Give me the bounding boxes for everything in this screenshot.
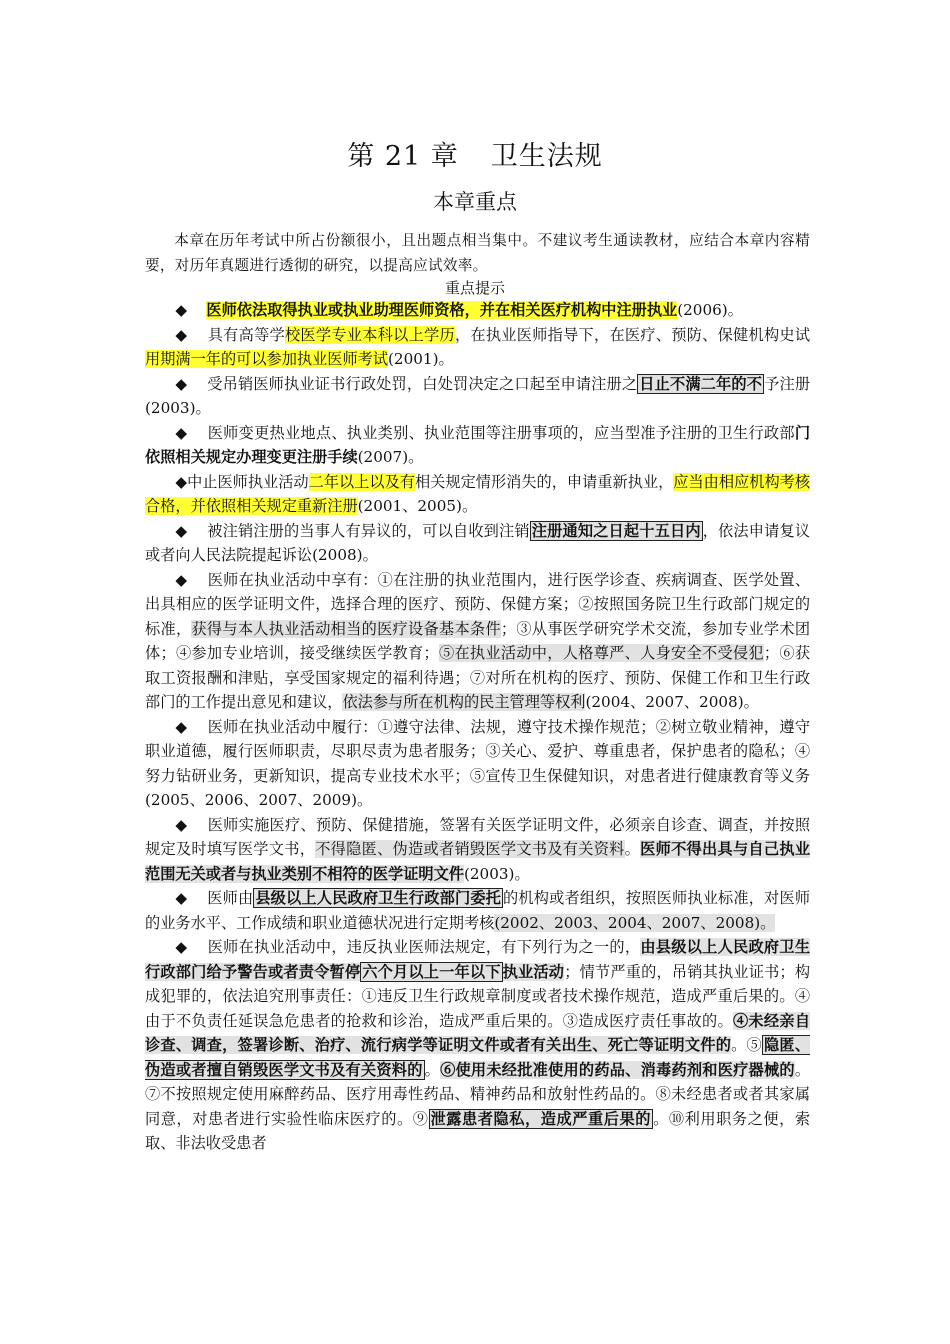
text: 。⑦不按照规定使用麻醉药品、医疗用毒性药品、精神药品和放射性药品的。⑧未经患者或者其家属同意，对患者进行实验性临床医疗的。⑨ xyxy=(145,1060,811,1128)
text: 医师在执业活动中享有：①在注册的执业范围内，进行医学诊查、疾病调查、医学处置、出具相应的医学证明文件，选择合理的医疗、预防、保健方案；②按照国务院卫生行政部门规定的标准， xyxy=(145,570,811,638)
text: (2001)。 xyxy=(388,350,454,368)
diamond-bullet-icon: ◆ xyxy=(175,570,188,589)
highlight: 应当由相应机构考核合格，并依照相关规定重新注册 xyxy=(145,472,811,515)
section-title: 本章重点 xyxy=(433,190,517,214)
point-11 xyxy=(145,935,810,1156)
text: 相关规定情形消失的，申请重新执业， xyxy=(414,472,674,491)
text: (2001、2005)。 xyxy=(357,497,478,515)
highlight: 校医学专业本科以上学历 xyxy=(284,325,455,344)
text: 医师在执业活动中，违反执业医师法规定，有下列行为之一的， xyxy=(207,938,641,956)
diamond-bullet-icon: ◆ xyxy=(175,472,188,491)
text: ；⑥获取工资报酬和津贴，享受国家规定的福利待遇；⑦对所在机构的医疗、预防、保健工作和卫生行政部门的工作提出意见和建议， xyxy=(145,644,811,711)
point-5 xyxy=(145,470,810,519)
point-6 xyxy=(145,519,810,568)
boxed-highlight: 六个月以上一年以下 xyxy=(362,962,501,981)
diamond-bullet-icon: ◆ xyxy=(175,423,188,442)
key-points xyxy=(145,298,810,1156)
chapter-name: 卫生法规 xyxy=(490,141,603,172)
text: ，依法申请复议或者向人民法院提起诉讼(2008)。 xyxy=(145,521,811,564)
chapter-title xyxy=(0,134,950,173)
point-10 xyxy=(145,886,810,935)
text: 医师由 xyxy=(207,889,254,907)
point-3 xyxy=(145,372,810,421)
boxed-highlight: 县级以上人民政府卫生行政部门委托 xyxy=(255,889,502,907)
boxed-highlight: 日止不满二年的不 xyxy=(639,374,763,393)
tips-heading: 重点提示 xyxy=(444,279,505,297)
diamond-bullet-icon: ◆ xyxy=(175,717,188,736)
boxed-highlight: 隐匿、伪造或者擅自销毁医学文书及有关资料的 xyxy=(145,1036,811,1079)
text: 医师在执业活动中履行：①遵守法律、法规，遵守技术操作规范；②树立敬业精神，遵守职业道德，履行医师职责，尽职尽责为患者服务；③关心、爱护、尊重患者，保护患者的隐私；④努力钻研业务，更新知识，提高专业技术水平；⑤宣传卫生保健知识，对患者进行健康教育等义务(2005、2006、2007、2009)。 xyxy=(145,717,811,809)
point-7 xyxy=(145,568,810,715)
highlight: 医师依法取得执业或执业助理医师资格，并在相关医疗机构中注册执业 xyxy=(206,301,678,319)
gray-highlight: (2002、2003、2004、2007、2008)。 xyxy=(494,913,776,932)
intro-paragraph: 本章在历年考试中所占份额很小，且出题点相当集中。不建议考生通读教材，应结合本章内容精要，对历年真题进行透彻的研究，以提高应试效率。 xyxy=(145,232,810,274)
boxed-highlight: 注册通知之日起十五日内 xyxy=(531,521,701,540)
text: 被注销注册的当事人有异议的，可以自收到注销 xyxy=(207,521,530,540)
text: 。 xyxy=(624,840,641,858)
text: (2004、2007、2008)。 xyxy=(585,693,759,711)
text: (2006)。 xyxy=(677,301,743,319)
chapter-number: 第 21 章 xyxy=(347,141,459,172)
bold-highlight: 执业活动 xyxy=(502,962,565,981)
text: (2007)。 xyxy=(357,448,424,466)
text: 。⑩利用职务之便，索取、非法收受患者 xyxy=(145,1109,811,1152)
text: 的机构或者组织，按照医师执业标准，对医师的业务水平、工作成绩和职业道德状况进行定期考核 xyxy=(145,889,811,932)
bold-highlight: ④未经亲自诊查、调查，签署诊断、治疗、流行病学等证明文件或者有关出生、死亡等证明文件的 xyxy=(145,1011,811,1054)
bold-highlight: 由县级以上人民政府卫生行政部门给予警告或者责令暂停 xyxy=(145,938,811,981)
diamond-bullet-icon: ◆ xyxy=(175,938,188,956)
point-2 xyxy=(145,323,810,372)
bold-text: 门依照相关规定办理变更注册手续 xyxy=(145,423,811,466)
bold-highlight: ⑥使用未经批准使用的药品、消毒药剂和医疗器械的 xyxy=(440,1060,795,1079)
text: 受吊销医师执业证书行政处罚，白处罚决定之口起至申请注册之 xyxy=(207,374,638,393)
text: ；③从事医学研究学术交流，参加专业学术团体；④参加专业培训，接受继续医学教育； xyxy=(145,619,811,662)
point-4 xyxy=(145,421,810,470)
gray-highlight: ⑤在执业活动中，人格尊严、人身安全不受侵犯 xyxy=(438,644,764,662)
text: (2003)。 xyxy=(463,864,530,883)
diamond-bullet-icon: ◆ xyxy=(175,815,188,834)
text: 予注册(2003)。 xyxy=(145,374,811,417)
boxed-highlight: 泄露患者隐私，造成严重后果的 xyxy=(430,1109,652,1128)
highlight: 二年以上以及有 xyxy=(308,472,415,491)
gray-highlight: 依法参与所在机构的民主管理等权利 xyxy=(342,693,586,711)
diamond-bullet-icon: ◆ xyxy=(175,521,188,540)
highlight: 用期满一年的可以参加执业医师考试 xyxy=(145,350,388,368)
text: 。 xyxy=(424,1060,441,1079)
diamond-bullet-icon: ◆ xyxy=(175,325,188,344)
text: 医师实施医疗、预防、保健措施，签署有关医学证明文件，必须亲自诊查、调查，并按照规定及时填写医学文书， xyxy=(145,815,811,858)
gray-highlight: 获得与本人执业活动相当的医疗设备基本条件 xyxy=(191,619,501,638)
point-9 xyxy=(145,813,810,887)
bold-highlight: 医师不得出具与自己执业范围无关或者与执业类别不相符的医学证明文件 xyxy=(145,840,811,883)
diamond-bullet-icon: ◆ xyxy=(175,889,188,907)
point-1 xyxy=(145,298,810,323)
text: 医师变更热业地点、执业类别、执业范围等注册事项的，应当型准予注册的卫生行政部 xyxy=(207,423,795,442)
text: 。⑤ xyxy=(731,1036,762,1054)
text: ，在执业医师指导下，在医疗、预防、保健机构史试 xyxy=(454,325,811,344)
text: ；情节严重的，吊销其执业证书；构成犯罪的，依法追究刑事责任：①违反卫生行政规章制度或者技术操作规范，造成严重后果的。④由于不负责任延误急危患者的抢救和诊治，造成严重后果的。③造成医疗责任事故的。 xyxy=(145,962,811,1030)
diamond-bullet-icon: ◆ xyxy=(175,301,188,319)
text: 中止医师执业活动 xyxy=(187,472,309,491)
diamond-bullet-icon: ◆ xyxy=(175,374,188,393)
point-8 xyxy=(145,715,810,813)
gray-highlight: 不得隐匿、伪造或者销毁医学文书及有关资料 xyxy=(315,840,625,858)
text: 具有高等学 xyxy=(207,325,285,344)
